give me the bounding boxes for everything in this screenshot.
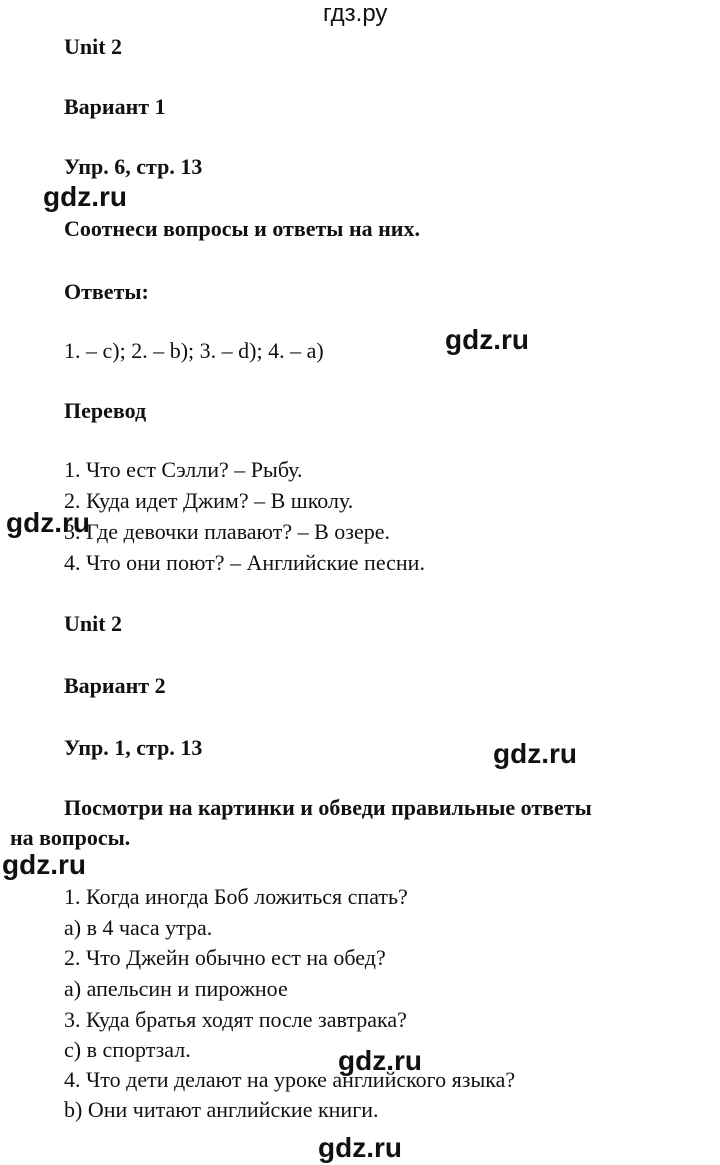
translation-line: 4. Что они поют? – Английские песни. [64,550,425,575]
answer-line: a) в 4 часа утра. [64,915,213,940]
exercise-heading-1: Упр. 6, стр. 13 [64,154,203,179]
exercise-heading-2: Упр. 1, стр. 13 [64,735,203,760]
unit-heading-2: Unit 2 [64,611,123,636]
answers-label: Ответы: [64,279,149,304]
question-line: 3. Куда братья ходят после завтрака? [64,1007,407,1032]
translation-line: 1. Что ест Сэлли? – Рыбу. [64,457,303,482]
answer-line: b) Они читают английские книги. [64,1097,379,1122]
answers-text: 1. – c); 2. – b); 3. – d); 4. – a) [64,338,324,363]
watermark: gdz.ru [6,507,90,538]
translation-label: Перевод [64,398,147,423]
task-text-1: Соотнеси вопросы и ответы на них. [64,216,420,241]
question-line: 2. Что Джейн обычно ест на обед? [64,945,386,970]
translation-line: 2. Куда идет Джим? – В школу. [64,488,354,513]
question-line: 1. Когда иногда Боб ложиться спать? [64,884,408,909]
task-text-2-line1: Посмотри на картинки и обведи правильные ответы [64,795,592,820]
answer-line: c) в спортзал. [64,1037,191,1062]
watermark: gdz.ru [2,849,86,880]
watermark: gdz.ru [338,1045,422,1076]
variant-heading-1: Вариант 1 [64,94,166,119]
watermark: gdz.ru [43,181,127,212]
translation-line: 3. Где девочки плавают? – В озере. [64,519,390,544]
question-line: 4. Что дети делают на уроке английского языка? [64,1067,516,1092]
watermark: gdz.ru [445,324,529,355]
watermark: gdz.ru [493,738,577,769]
answer-line: a) апельсин и пирожное [64,976,288,1001]
site-header: гдз.ру [323,0,388,27]
watermark: gdz.ru [318,1132,402,1163]
task-text-2-line2: на вопросы. [10,825,131,850]
unit-heading-1: Unit 2 [64,34,123,59]
variant-heading-2: Вариант 2 [64,673,166,698]
